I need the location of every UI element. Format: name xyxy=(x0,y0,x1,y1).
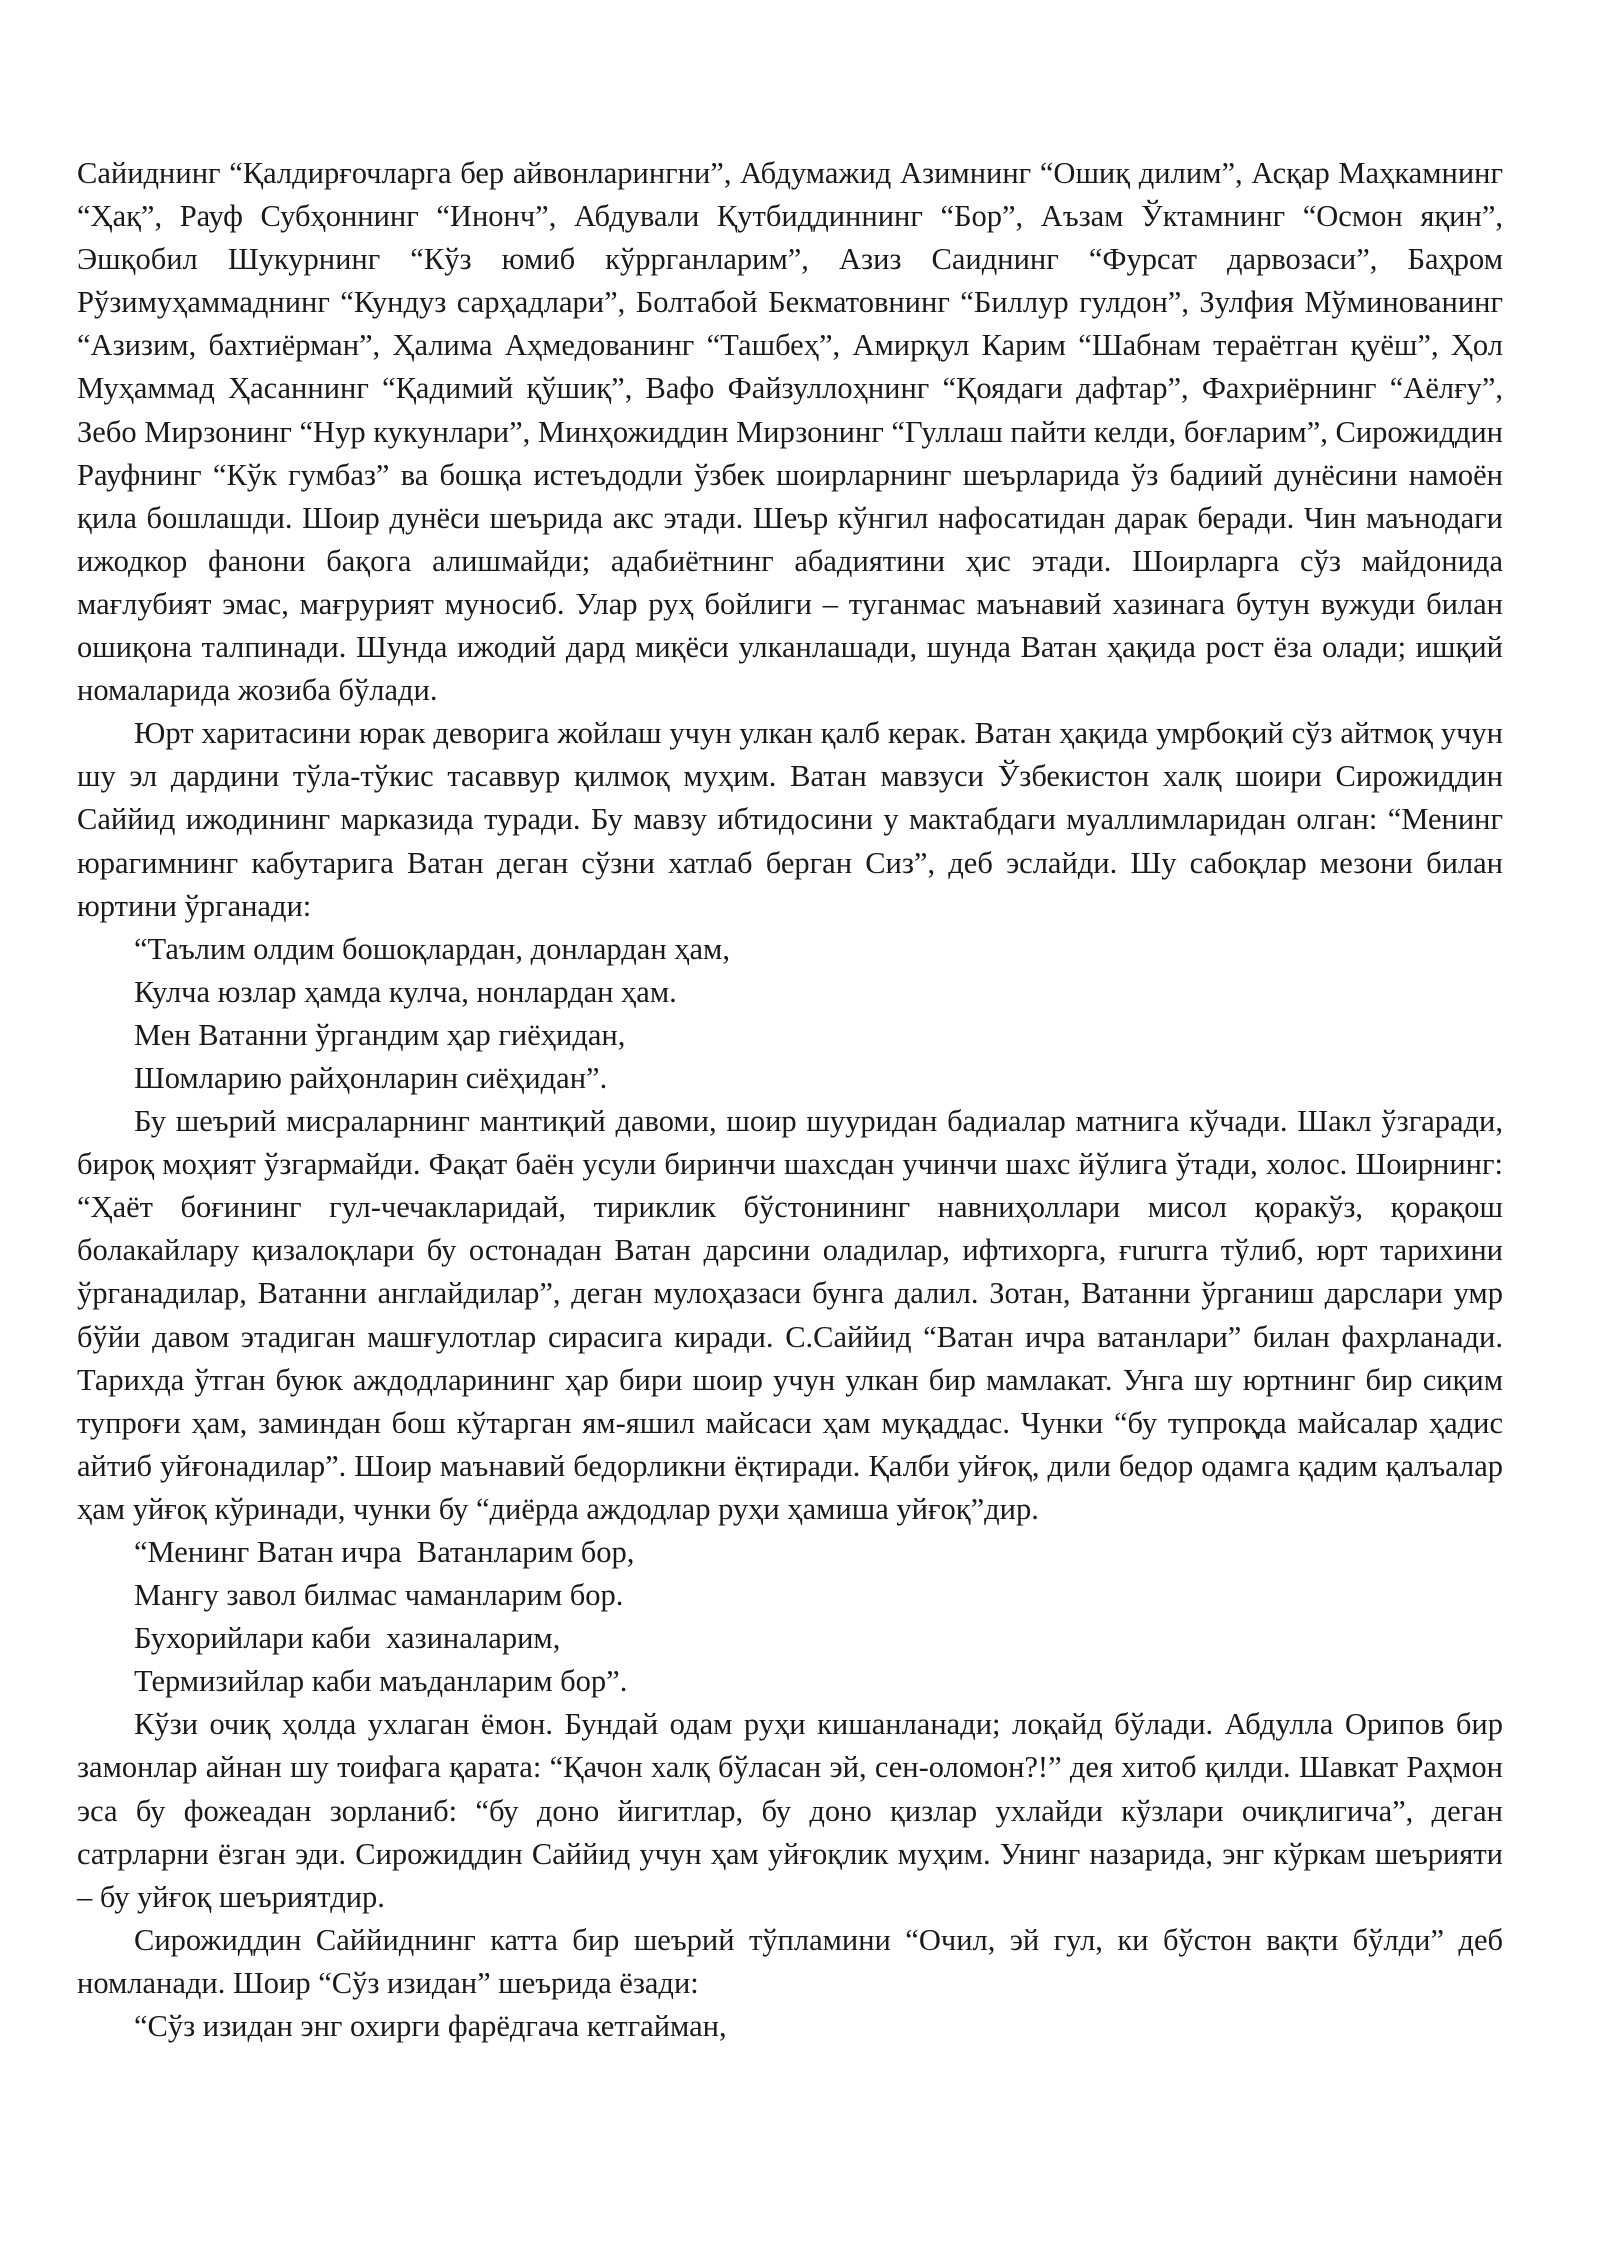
verse-line-5: “Менинг Ватан ичра Ватанларим бор, xyxy=(134,1535,635,1569)
verse-line-1: “Таълим олдим бошоқлардан, донлардан ҳам, xyxy=(134,931,730,966)
verse-line-8: Термизийлар каби маъданларим бор”. xyxy=(134,1664,628,1699)
verse-line-7: Бухорийлари каби хазиналарим, xyxy=(134,1621,561,1656)
paragraph-3: Бу шеърий мисраларнинг мантиқий давоми, шоир шууридан бадиалар матнига кўчади. Шакл ўзгаради, бироқ моҳият ўзгармайди. Фақат баён усули биринчи шахсдан учинчи шахс йўлига ўтади, холос. Шоирнинг: “Ҳаёт боғининг гул-чечакларидай, тириклик бўстонининг навниҳоллари мисол қоракўз, қорақош болакайлару қизалоқлари бу остонадан Ватан дарсини оладилар, ифтихорга, ғururга тўлиб, юрт тарихини ўрганадилар, Ватанни англайдилар”, деган мулоҳазаси бунга далил. Зотан, Ватанни ўрганиш дарслари умр бўйи давом этадиган машғулотлар сирасига киради. С.Саййид “Ватан ичра ватанлари” билан фахрланади. Тарихда ўтган буюк аждодларининг ҳар бири шоир учун улкан бир мамлакат. Унга шу юртнинг бир сиқим тупроғи ҳам, заминдан бош кўтарган ям-яшил майсаси ҳам муқаддас. Чунки “бу тупроқда майсалар ҳадис айтиб уйғонадилар”. Шоир маънавий бедорликни ёқтиради. Қалби уйғоқ, дили бедор одамга қадим қалъалар ҳам уйғоқ кўринади, чунки бу “диёрда аждодлар руҳи ҳамиша уйғоқ”дир. xyxy=(77,1104,1503,1526)
verse-line-6: Мангу завол билмас чаманларим бор. xyxy=(134,1578,624,1613)
paragraph-4: Кўзи очиқ ҳолда ухлаган ёмон. Бундай одам руҳи кишанланади; лоқайд бўлади. Абдулла Орипов бир замонлар айнан шу тоифага қарата: “Қачон халқ бўласан эй, сен-оломон?!” дея хитоб қилди. Шавкат Раҳмон эса бу фожеадан зорланиб: “бу доно йигитлар, бу доно қизлар ухлайди кўзлари очиқлигича”, деган сатрларни ёзган эди. Сирожиддин Саййид учун ҳам уйғоқлик муҳим. Унинг назарида, энг кўркам шеърияти – бу уйғоқ шеъриятдир. xyxy=(77,1707,1503,1914)
paragraph-2: Юрт харитасини юрак деворига жойлаш учун улкан қалб керак. Ватан ҳақида умрбоқий сўз айтмоқ учун шу эл дардини тўла-тўкис тасаввур қилмоқ муҳим. Ватан мавзуси Ўзбекистон халқ шоири Сирожиддин Саййид ижодининг марказида туради. Бу мавзу ибтидосини у мактабдаги муаллимларидан олган: “Менинг юрагимнинг кабутарига Ватан деган сўзни хатлаб берган Сиз”, деб эслайди. Шу сабоқлар мезони билан юртини ўрганади: xyxy=(77,716,1503,923)
verse-line-4: Шомларию райҳонларин сиёҳидан”. xyxy=(134,1060,608,1095)
verse-line-9: “Сўз изидан энг охирги фарёдгача кетгайман, xyxy=(134,2009,727,2044)
paragraph-1: Сайиднинг “Қалдирғочларга бер айвонларингни”, Абдумажид Азимнинг “Ошиқ дилим”, Асқар Маҳкамнинг “Ҳақ”, Рауф Субҳоннинг “Инонч”, Абдували Қутбиддиннинг “Бор”, Аъзам Ўктамнинг “Осмон яқин”, Эшқобил Шукурнинг “Кўз юмиб кўррганларим”, Азиз Саиднинг “Фурсат дарвозаси”, Баҳром Рўзимуҳаммаднинг “Кундуз сарҳадлари”, Болтабой Бекматовнинг “Биллур гулдон”, Зулфия Мўминованинг “Азизим, бахтиёрман”, Ҳалима Аҳмедованинг “Ташбеҳ”, Амирқул Карим “Шабнам тераётган қуёш”, Ҳол Муҳаммад Ҳасаннинг “Қадимий қўшиқ”, Вафо Файзуллоҳнинг “Қоядаги дафтар”, Фахриёрнинг “Аёлғу”, Зебо Мирзонинг “Нур кукунлари”, Минҳожиддин Мирзонинг “Гуллаш пайти келди, боғларим”, Сирожиддин Рауфнинг “Кўк гумбаз” ва бошқа истеъдодли ўзбек шоирларнинг шеърларида ўз бадиий дунёсини намоён қила бошлашди. Шоир дунёси шеърида акс этади. Шеър кўнгил нафосатидан дарак беради. Чин маънодаги ижодкор фанони бақога алишмайди; адабиётнинг абадиятини ҳис этади. Шоирларга сўз майдонида мағлубият эмас, мағрурият муносиб. Улар руҳ бойлиги – туганмас маънавий хазинага бутун вужуди билан ошиқона талпинади. Шунда ижодий дард миқёси улканлашади, шунда Ватан ҳақида рост ёза олади; ишқий номаларида жозиба бўлади. xyxy=(77,156,1503,708)
verse-line-2: Кулча юзлар ҳамда кулча, нонлардан ҳам. xyxy=(134,974,677,1009)
verse-line-3: Мен Ватанни ўргандим ҳар гиёҳидан, xyxy=(134,1017,626,1052)
paragraph-5: Сирожиддин Саййиднинг катта бир шеърий тўпламини “Очил, эй гул, ки бўстон вақти бўлди” деб номланади. Шоир “Сўз изидан” шеърида ёзади: xyxy=(77,1922,1503,2000)
